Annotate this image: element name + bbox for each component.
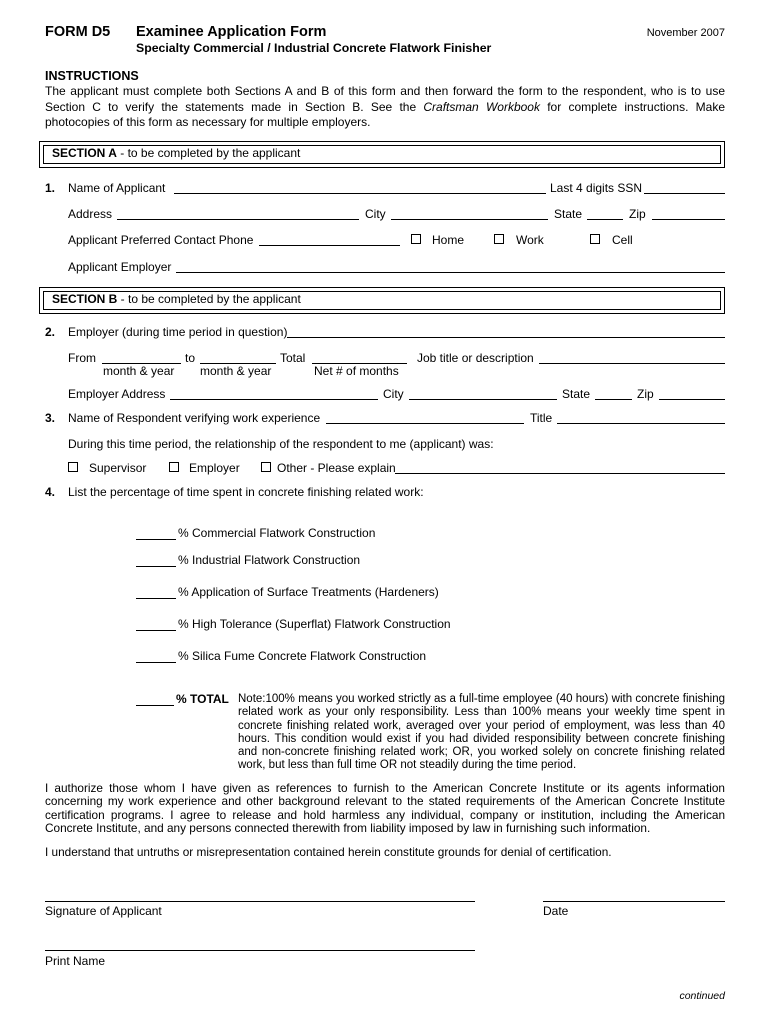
pct-surface-label: % Application of Surface Treatments (Hardeners) [178, 585, 439, 599]
signature-line[interactable] [45, 901, 475, 902]
pct-silica-field[interactable] [136, 649, 176, 663]
phone-label: Applicant Preferred Contact Phone [68, 233, 254, 247]
pct-silica-label: % Silica Fume Concrete Flatwork Construction [178, 649, 427, 663]
supervisor-label: Supervisor [89, 461, 147, 475]
ssn-field[interactable] [644, 180, 725, 194]
pct-total-label: % TOTAL [176, 692, 229, 706]
section-a-header [39, 141, 725, 168]
signature-label: Signature of Applicant [45, 904, 162, 918]
to-label: to [185, 351, 196, 365]
other-checkbox[interactable] [261, 462, 271, 472]
item-1-number: 1. [45, 181, 56, 195]
address-field[interactable] [117, 206, 359, 220]
respondent-field[interactable] [326, 410, 524, 424]
form-id: FORM D5 [45, 24, 111, 40]
address-label: Address [68, 207, 113, 221]
item-4-number: 4. [45, 485, 56, 499]
respondent-label: Name of Respondent verifying work experience [68, 411, 321, 425]
pct-industrial-label: % Industrial Flatwork Construction [178, 553, 361, 567]
zip-label: Zip [629, 207, 646, 221]
form-date: November 2007 [646, 27, 725, 39]
pct-superflat-field[interactable] [136, 617, 176, 631]
state-label: State [554, 207, 583, 221]
name-label: Name of Applicant [68, 181, 166, 195]
instructions-text-part2: for complete instructions. Make photocopies of this form as necessary for multiple employers. [45, 99, 725, 129]
employer-zip-field[interactable] [659, 386, 725, 400]
month-year-hint-to: month & year [200, 364, 272, 378]
employer-period-label: Employer (during time period in question) [68, 325, 288, 339]
instructions-text [45, 84, 725, 131]
respondent-title-field[interactable] [557, 410, 725, 424]
employer-state-field[interactable] [595, 386, 632, 400]
understand-text: I understand that untruths or misrepresentation contained herein constitute grounds for denial of certification. [45, 845, 612, 859]
work-label: Work [516, 233, 544, 247]
cell-label: Cell [612, 233, 633, 247]
instructions-heading: INSTRUCTIONS [45, 69, 139, 83]
ssn-label: Last 4 digits SSN [550, 181, 643, 195]
print-name-label: Print Name [45, 954, 106, 968]
total-months-field[interactable] [312, 350, 407, 364]
pct-superflat-label: % High Tolerance (Superflat) Flatwork Construction [178, 617, 451, 631]
relationship-text: During this time period, the relationship of the respondent to me (applicant) was: [68, 437, 494, 451]
section-b-header [39, 287, 725, 314]
employer-address-field[interactable] [170, 386, 378, 400]
other-label: Other - Please explain [277, 461, 396, 475]
home-checkbox[interactable] [411, 234, 421, 244]
item-2-number: 2. [45, 325, 56, 339]
item-3-number: 3. [45, 411, 56, 425]
job-title-field[interactable] [539, 350, 725, 364]
other-explain-field[interactable] [395, 460, 725, 474]
respondent-title-label: Title [530, 411, 553, 425]
print-name-line[interactable] [45, 950, 475, 951]
authorization-text: I authorize those whom I have given as references to furnish to the American Concrete Institute or its agents information concerning my work experience and other background relevant to the stated requirements of the American Concrete Institute certification programs. I agree to release and hold harmless any individual, company or institution, including the American Concrete Institute, and any persons connected therewith from liability imposed by law in furnishing such information. [45, 781, 725, 835]
form-subtitle: Specialty Commercial / Industrial Concrete Flatwork Finisher [136, 41, 492, 55]
employer-checkbox[interactable] [169, 462, 179, 472]
to-field[interactable] [200, 350, 276, 364]
work-checkbox[interactable] [494, 234, 504, 244]
applicant-employer-label: Applicant Employer [68, 260, 172, 274]
job-title-label: Job title or description [417, 351, 534, 365]
city-field[interactable] [391, 206, 548, 220]
workbook-title: Craftsman Workbook [423, 99, 540, 114]
section-a-desc: - to be completed by the applicant [116, 146, 301, 160]
section-b-title [52, 292, 301, 306]
name-field[interactable] [174, 180, 546, 194]
state-field[interactable] [587, 206, 623, 220]
date-line[interactable] [543, 901, 725, 902]
section-b-label: SECTION B [52, 292, 118, 306]
employer-state-label: State [562, 387, 591, 401]
net-months-hint: Net # of months [314, 364, 399, 378]
form-title: Examinee Application Form [136, 24, 327, 40]
month-year-hint-from: month & year [103, 364, 175, 378]
employer-city-field[interactable] [409, 386, 557, 400]
pct-total-field[interactable] [136, 692, 174, 706]
total-label: Total [280, 351, 306, 365]
employer-period-field[interactable] [287, 324, 725, 338]
section-a-label: SECTION A [52, 146, 117, 160]
from-label: From [68, 351, 96, 365]
instructions-text-part1: The applicant must complete both Sections A and B of this form and then forward the form to the respondent, who is to use Section C to verify the statements made in Section B. See the [45, 84, 725, 114]
phone-field[interactable] [259, 232, 400, 246]
pct-surface-field[interactable] [136, 585, 176, 599]
from-field[interactable] [102, 350, 181, 364]
supervisor-checkbox[interactable] [68, 462, 78, 472]
date-label: Date [543, 904, 569, 918]
applicant-employer-field[interactable] [176, 259, 725, 273]
employer-address-label: Employer Address [68, 387, 166, 401]
section-a-title [52, 146, 300, 160]
pct-commercial-label: % Commercial Flatwork Construction [178, 526, 376, 540]
total-note: Note:100% means you worked strictly as a full-time employee (40 hours) with concrete finishing related work as your only responsibility. Less than 100% means your weekly time spent in concrete finishing related work, averaged over your period of employment, was less than 40 hours. This condition would exist if you had divided responsibility between concrete finishing and non-concrete finishing related work; OR, you worked solely on concrete finishing related work, but less than full time OR not steadily during the time period. [238, 693, 725, 772]
section-b-desc: - to be completed by the applicant [117, 292, 301, 306]
continued-footer: continued [679, 990, 725, 1002]
employer-option-label: Employer [189, 461, 240, 475]
cell-checkbox[interactable] [590, 234, 600, 244]
employer-zip-label: Zip [637, 387, 654, 401]
pct-industrial-field[interactable] [136, 553, 176, 567]
employer-city-label: City [383, 387, 404, 401]
home-label: Home [432, 233, 465, 247]
zip-field[interactable] [652, 206, 725, 220]
pct-commercial-field[interactable] [136, 526, 176, 540]
percentage-text: List the percentage of time spent in concrete finishing related work: [68, 485, 424, 499]
city-label: City [365, 207, 386, 221]
